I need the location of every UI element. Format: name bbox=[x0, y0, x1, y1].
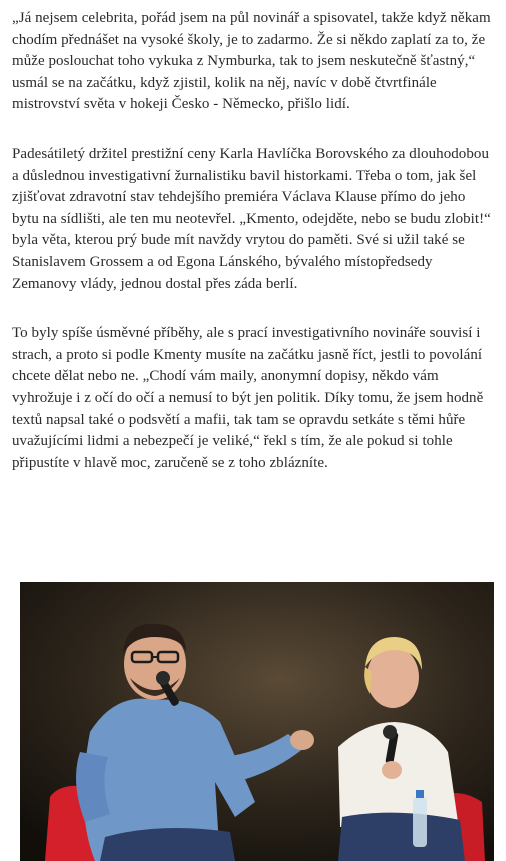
article-paragraph-1: „Já nejsem celebrita, pořád jsem na půl novinář a spisovatel, takže když někam chodím přednášet na vysoké školy, je to zadarmo. Že si někdo zaplatí za to, že může poslouchat toho vykuka z Nymburka, tak to jsem neskutečně šťastný,“ usmál se na začátku, když zjistil, kolik na něj, navíc v době čtvrtfinále mistrovství světa v hokeji Česko - Německo, přišlo lidí. bbox=[12, 10, 491, 113]
photo-illustration bbox=[20, 582, 494, 861]
article-photo bbox=[20, 582, 494, 861]
article-paragraph-2: Padesátiletý držitel prestižní ceny Karla Havlíčka Borovského za dlouhodobou a důslednou investigativní žurnalistiku bavil historkami. Třeba o tom, jak šel zjišťovat zdravotní stav tehdejšího premiéra Václava Klause přímo do jeho bytu na sídlišti, ale ten mu neotevřel. „Kmento, odejděte, nebo se budu zlobit!“ byla věta, kterou prý bude mít navždy vrytou do paměti. Své si užil také se Stanislavem Grossem a od Egona Lánského, bývalého místopředsedy Zemanovy vlády, jednou dostal přes záda berlí. bbox=[12, 145, 491, 292]
water-bottle bbox=[413, 797, 427, 847]
article-paragraph-3: To byly spíše úsměvné příběhy, ale s prací investigativního novináře souvisí i strach, a proto si podle Kmenty musíte na začátku jasně říct, jestli to povolání chcete dělat nebo ne. „Chodí vám maily, anonymní dopisy, někdo vám vyhrožuje i z očí do očí a nemusí to být jen politik. Díky tomu, že jsem hodně textů napsal také o podsvětí a mafii, tak tam se opravdu setkáte s těmi hůře uvažujícími lidmi a nebezpečí je veliké,“ řekl s tím, že ale pokud si tohle připustíte v hlavě moc, zaručeně se z toho zblázníte. bbox=[12, 325, 484, 471]
article-body bbox=[12, 8, 496, 502]
